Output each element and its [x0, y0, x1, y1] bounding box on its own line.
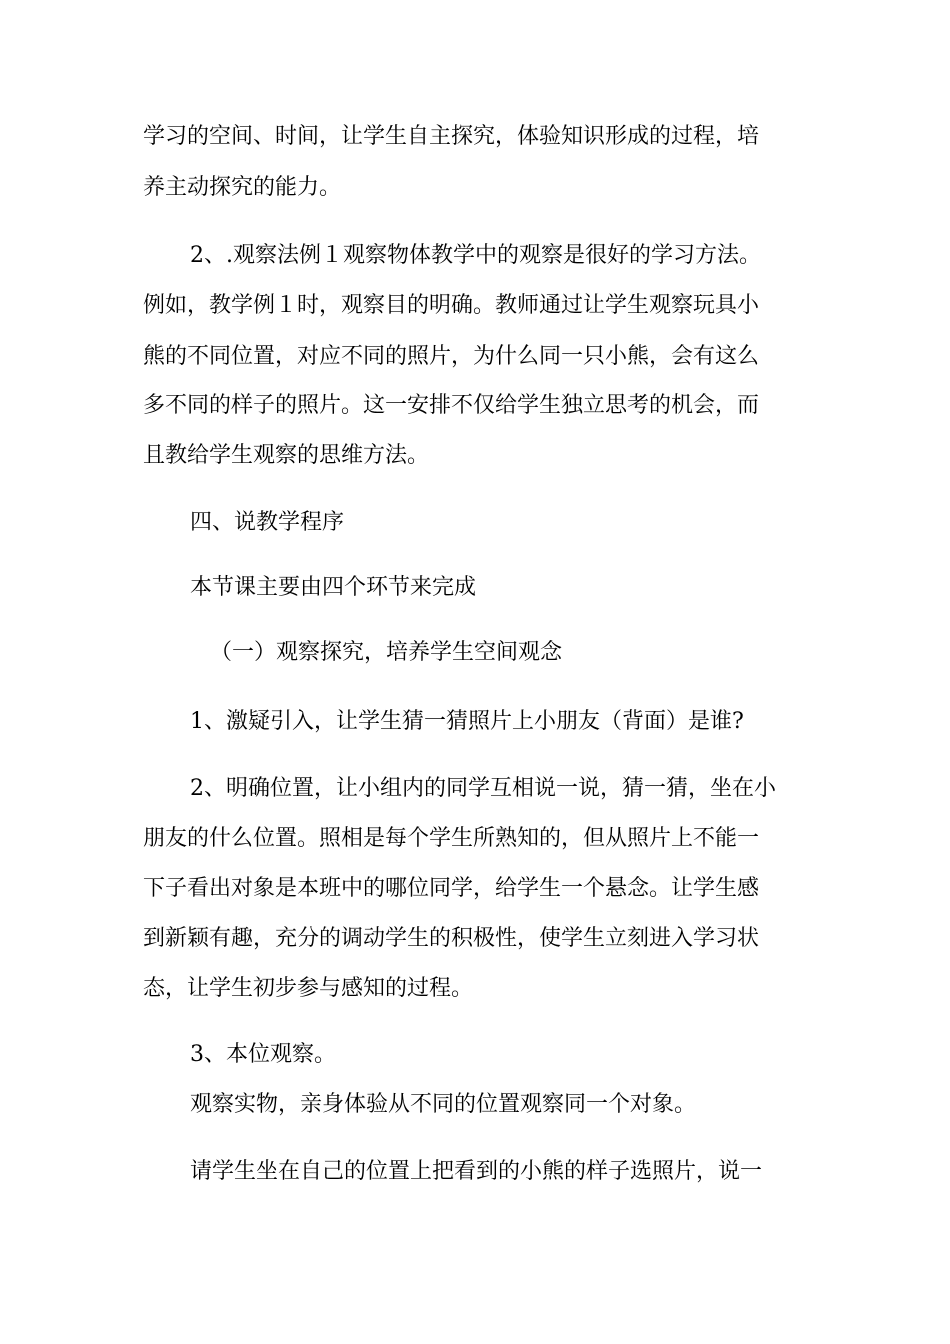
paragraph-line: 到新颖有趣，充分的调动学生的积极性，使学生立刻进入学习状 — [143, 926, 760, 951]
paragraph-line: 朋友的什么位置。照相是每个学生所熟知的，但从照片上不能一 — [143, 826, 760, 851]
paragraph-line: 本节课主要由四个环节来完成 — [190, 575, 477, 600]
subsection-heading: （一）观察探究，培养学生空间观念 — [210, 640, 563, 665]
paragraph-line: 且教给学生观察的思维方法。 — [143, 443, 430, 468]
paragraph-line: 熊的不同位置，对应不同的照片，为什么同一只小熊，会有这么 — [143, 344, 760, 369]
paragraph-line: 1、激疑引入，让学生猜一猜照片上小朋友（背面）是谁? — [190, 709, 744, 734]
paragraph-line: 观察实物，亲身体验从不同的位置观察同一个对象。 — [190, 1092, 697, 1117]
paragraph-line: 2、明确位置，让小组内的同学互相说一说，猜一猜，坐在小 — [190, 776, 776, 801]
paragraph-line: 请学生坐在自己的位置上把看到的小熊的样子选照片，说一 — [190, 1159, 763, 1184]
paragraph-line: 多不同的样子的照片。这一安排不仅给学生独立思考的机会，而 — [143, 393, 760, 418]
paragraph-line: 养主动探究的能力。 — [143, 175, 342, 200]
paragraph-line: 2、.观察法例１观察物体教学中的观察是很好的学习方法。 — [190, 243, 761, 268]
paragraph-line: 例如，教学例１时，观察目的明确。教师通过让学生观察玩具小 — [143, 293, 760, 318]
section-heading: 四、说教学程序 — [190, 510, 345, 535]
paragraph-line: 学习的空间、时间，让学生自主探究，体验知识形成的过程，培 — [143, 124, 760, 149]
paragraph-line: 下子看出对象是本班中的哪位同学，给学生一个悬念。让学生感 — [143, 876, 760, 901]
paragraph-line: 3、本位观察。 — [190, 1042, 336, 1067]
paragraph-line: 态，让学生初步参与感知的过程。 — [143, 976, 474, 1001]
